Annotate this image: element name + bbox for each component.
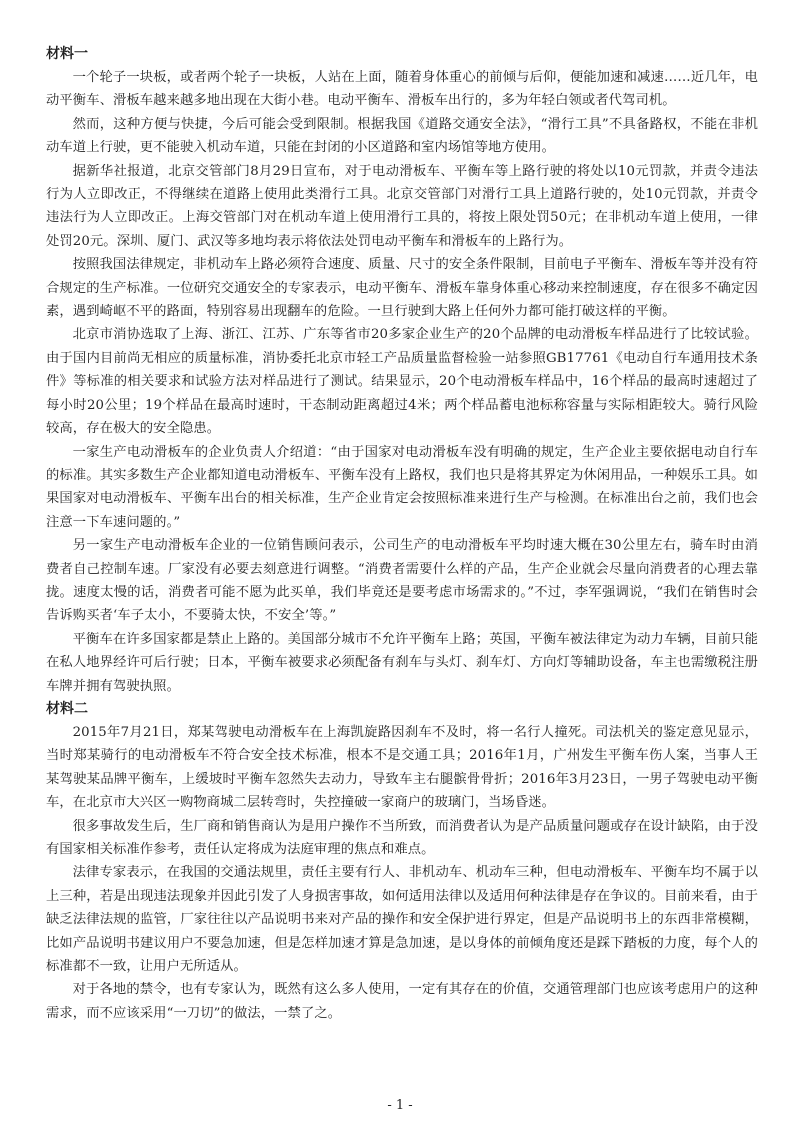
page-number: - 1 - — [387, 1098, 413, 1113]
material-one-paragraph-1: 一个轮子一块板，或者两个轮子一块板，人站在上面，随着身体重心的前倾与后仰，便能加速和减速……近几年，电动平衡车、滑板车越来越多地出现在大街小巷。电动平衡车、滑板车出行的，多为年轻白领或者代驾司机。 — [46, 70, 758, 109]
material-one-paragraph-6: 一家生产电动滑板车的企业负责人介绍道：“由于国家对电动滑板车没有明确的规定，生产企业主要依据电动自行车的标准。其实多数生产企业都知道电动滑板车、平衡车没有上路权，我们也只是将其界定为休闲用品，一种娱乐工具。如果国家对电动滑板车、平衡车出台的相关标准，生产企业肯定会按照标准来进行生产与检测。在标准出台之前，我们也会注意一下车速问题的。” — [46, 444, 758, 530]
material-one-paragraph-4: 按照我国法律规定，非机动车上路必须符合速度、质量、尺寸的安全条件限制，目前电子平衡车、滑板车等并没有符合规定的生产标准。一位研究交通安全的专家表示，电动平衡车、滑板车靠身体重心移动来控制速度，存在很多不确定因素，遇到崎岖不平的路面，特别容易出现翻车的危险。一旦行驶到大路上任何外力都可能打破这样的平衡。 — [46, 257, 758, 320]
material-one-paragraph-3: 据新华社报道，北京交管部门8月29日宣布，对于电动滑板车、平衡车等上路行驶的将处以10元罚款，并责令违法行为人立即改正，不得继续在道路上使用此类滑行工具。北京交管部门对滑行工具上道路行驶的，处10元罚款，并责令违法行为人立即改正。上海交管部门对在机动车道上使用滑行工具的，将按上限处罚50元；在非机动车道上使用，一律处罚20元。深圳、厦门、武汉等多地均表示将依法处罚电动平衡车和滑板车的上路行为。 — [46, 163, 758, 249]
material-one-heading: 材料一 — [46, 46, 88, 62]
material-two-paragraph-1: 2015年7月21日，郑某驾驶电动滑板车在上海凯旋路因刹车不及时，将一名行人撞死。司法机关的鉴定意见显示，当时郑某骑行的电动滑板车不符合安全技术标准，根本不是交通工具；2016年1月，广州发生平衡车伤人案，当事人王某驾驶某品牌平衡车，上缓坡时平衡车忽然失去动力，导致车主右腿髌骨骨折；2016年3月23日，一男子驾驶电动平衡车，在北京市大兴区一购物商城二层转弯时，失控撞破一家商户的玻璃门，当场昏迷。 — [46, 724, 758, 811]
material-one-paragraph-2: 然而，这种方便与快捷，今后可能会受到限制。根据我国《道路交通安全法》，“滑行工具”不具备路权，不能在非机动车道上行驶，更不能驶入机动车道，只能在封闭的小区道路和室内场馆等地方使用。 — [46, 116, 758, 156]
material-one-paragraph-5: 北京市消协选取了上海、浙江、江苏、广东等省市20多家企业生产的20个品牌的电动滑板车样品进行了比较试验。由于国内目前尚无相应的质量标准，消协委托北京市轻工产品质量监督检验一站参照GB17761《电动自行车通用技术条件》等标准的相关要求和试验方法对样品进行了测试。结果显示，20个电动滑板车样品中，16个样品的最高时速超过了每小时20公里；19个样品在最高时速时，干态制动距离超过4米；两个样品蓄电池标称容量与实际相距较大。骑行风险较高，存在极大的安全隐患。 — [46, 327, 758, 437]
material-two-heading: 材料二 — [46, 700, 88, 717]
document-page — [46, 44, 758, 1025]
material-one-paragraph-7: 另一家生产电动滑板车企业的一位销售顾问表示，公司生产的电动滑板车平均时速大概在30公里左右，骑车时由消费者自己控制车速。厂家没有必要去刻意进行调整。“消费者需要什么样的产品，生产企业就会尽量向消费者的心理去靠拢。速度太慢的话，消费者可能不愿为此买单，我们毕竟还是要考虑市场需求的。”不过，李军强调说，“我们在销售时会告诉购买者‘车子太小，不要骑太快，不安全’等。” — [46, 538, 758, 624]
material-two-paragraph-3: 法律专家表示，在我国的交通法规里，责任主要有行人、非机动车、机动车三种，但电动滑板车、平衡车均不属于以上三种，若是出现违法现象并因此引发了人身损害事故，如何适用法律以及适用何种法律是存在争议的。目前来看，由于缺乏法律法规的监管，厂家往往以产品说明书来对产品的操作和安全保护进行界定，但是产品说明书上的东西非常模糊，比如产品说明书建议用户不要急加速，但是怎样加速才算是急加速，是以身体的前倾角度还是踩下踏板的力度，每个人的标准都不一致，让用户无所适从。 — [46, 865, 758, 975]
material-two-paragraph-2: 很多事故发生后，生厂商和销售商认为是用户操作不当所致，而消费者认为是产品质量问题或存在设计缺陷，由于没有国家相关标准作参考，责任认定将成为法庭审理的焦点和难点。 — [46, 818, 758, 857]
material-two-paragraph-4: 对于各地的禁令，也有专家认为，既然有这么多人使用，一定有其存在的价值，交通管理部门也应该考虑用户的这种需求，而不应该采用“一刀切”的做法，一禁了之。 — [46, 982, 758, 1021]
material-one-paragraph-8: 平衡车在许多国家都是禁止上路的。美国部分城市不允许平衡车上路；英国，平衡车被法律定为动力车辆，目前只能在私人地界经许可后行驶；日本，平衡车被要求必须配备有刹车与头灯、刹车灯、方向灯等辅助设备，车主也需缴税注册车牌并拥有驾驶执照。 — [46, 631, 758, 694]
